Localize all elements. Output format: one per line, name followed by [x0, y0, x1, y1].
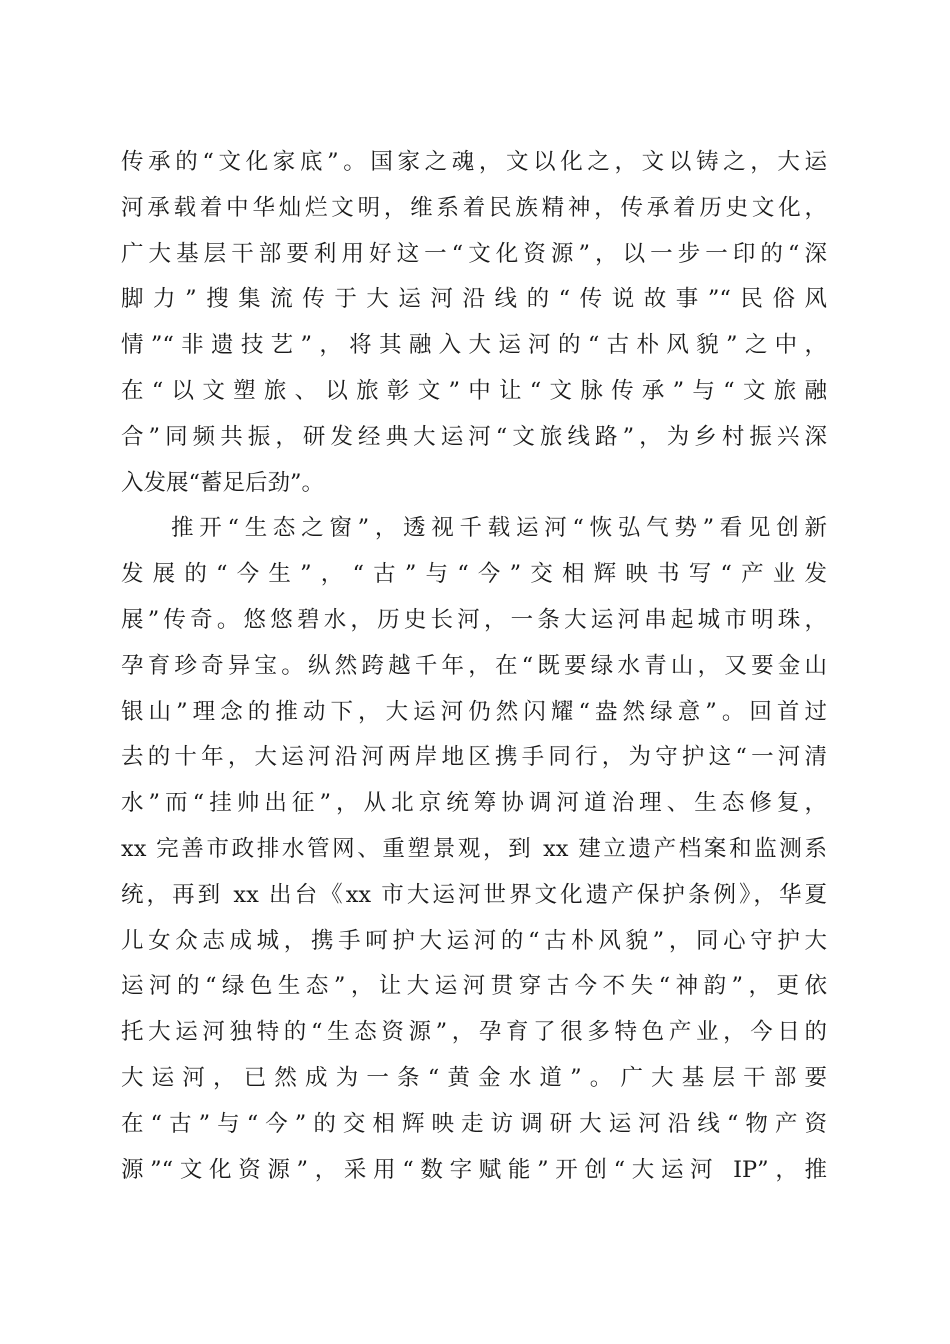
text-line: 合”同频共振，研发经典大运河“文旅线路”，为乡村振兴深: [121, 423, 827, 450]
text-line: 入发展“蓄足后劲”。: [121, 469, 325, 496]
text-line: 托大运河独特的“生态资源”，孕育了很多特色产业，今日的: [121, 1019, 827, 1046]
text-line: 银山”理念的推动下，大运河仍然闪耀“盎然绿意”。回首过: [121, 698, 827, 725]
text-line: 广大基层干部要利用好这一“文化资源”，以一步一印的“深: [121, 240, 827, 267]
text-line: 孕育珍奇异宝。纵然跨越千年，在“既要绿水青山，又要金山: [121, 652, 827, 679]
text-line: 在“以文塑旅、以旅彰文”中让“文脉传承”与“文旅融: [121, 377, 827, 404]
paragraph-1: [121, 140, 827, 506]
text-line: 脚力”搜集流传于大运河沿线的“传说故事”“民俗风: [121, 286, 827, 313]
text-line: 运河的“绿色生态”，让大运河贯穿古今不失“神韵”，更依: [121, 973, 827, 1000]
paragraph-2: [121, 506, 827, 1193]
body-text: [121, 140, 827, 1193]
text-line: xx 完善市政排水管网、重塑景观，到 xx 建立遗产档案和监测系: [121, 835, 827, 862]
text-line: 去的十年，大运河沿河两岸地区携手同行，为守护这“一河清: [121, 744, 827, 771]
text-line: 水”而“挂帅出征”，从北京统筹协调河道治理、生态修复，: [121, 790, 827, 817]
text-line: 情”“非遗技艺”，将其融入大运河的“古朴风貌”之中，: [121, 332, 827, 359]
text-line: 展”传奇。悠悠碧水，历史长河，一条大运河串起城市明珠，: [121, 606, 827, 633]
text-line: 在“古”与“今”的交相辉映走访调研大运河沿线“物产资: [121, 1110, 827, 1137]
text-line: 推开“生态之窗”，透视千载运河“恢弘气势”看见创新: [171, 515, 827, 542]
text-line: 发展的“今生”，“古”与“今”交相辉映书写“产业发: [121, 561, 827, 588]
text-line: 河承载着中华灿烂文明，维系着民族精神，传承着历史文化，: [121, 194, 827, 221]
text-line: 大运河，已然成为一条“黄金水道”。广大基层干部要: [121, 1064, 827, 1091]
text-line: 传承的“文化家底”。国家之魂，文以化之，文以铸之，大运: [121, 149, 827, 175]
text-line: 源”“文化资源”，采用“数字赋能”开创“大运河 IP”，推: [121, 1156, 827, 1183]
text-line: 统，再到 xx 出台《xx 市大运河世界文化遗产保护条例》，华夏: [121, 881, 827, 908]
text-line: 儿女众志成城，携手呵护大运河的“古朴风貌”，同心守护大: [121, 927, 827, 954]
